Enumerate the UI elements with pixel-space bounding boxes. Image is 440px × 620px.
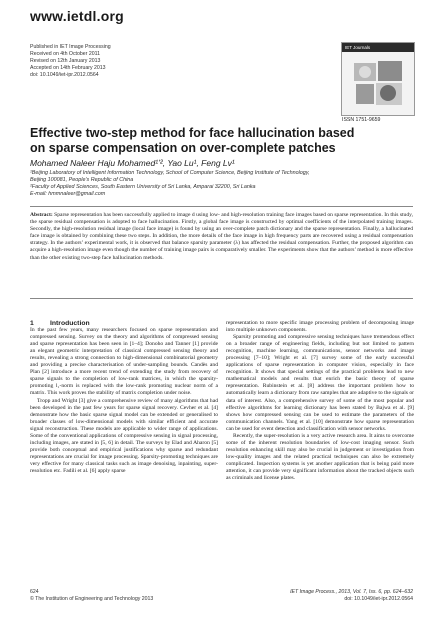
section-heading bbox=[30, 320, 218, 327]
divider bbox=[30, 298, 413, 299]
abstract bbox=[30, 212, 413, 262]
divider bbox=[30, 206, 413, 207]
title-line: Effective two-step method for face hallucination based bbox=[30, 126, 355, 140]
abstract-label: Abstract: bbox=[30, 212, 53, 218]
left-column bbox=[30, 320, 218, 475]
section-number: 1 bbox=[30, 320, 34, 327]
pub-info-line: Received on 4th October 2011 bbox=[30, 51, 100, 57]
publication-info bbox=[30, 44, 111, 79]
issn: ISSN 1751-9659 bbox=[342, 117, 381, 123]
pub-info-line: Accepted on 14th February 2013 bbox=[30, 65, 106, 71]
authors: Mohamed Naleer Haju Mohamed¹ʼ², Yao Lu¹, Feng Lv¹ bbox=[30, 158, 235, 168]
section-title: Introduction bbox=[50, 320, 90, 327]
paragraph: Tropp and Wright [3] give a comprehensive review of many algorithms that had been developed in the past few years for sparse signal recovery. Cevher et al. [4] demonstrate how the basic sparse signal model can be extended or generalised to broader classes of low-dimensional models with similar efficient and accurate signal reconstruction. These models are applicable to wider range of applications. Some of the conventional applications of compressive sensing in signal processing, including images, are stated in [5, 6] in detail. The surveys by Elad and Aharon [5] provide both conceptual and empirical justifications why sparse and redundant representations are crucial for image processing. Sparsity-promoting techniques are very effective for many classical tasks such as image denoising, inpainting, super-resolution etc. Fadili et al. [6] apply sparse bbox=[30, 397, 218, 474]
right-column bbox=[226, 320, 414, 482]
footer-right bbox=[290, 589, 413, 603]
pub-info-line: Published in IET Image Processing bbox=[30, 44, 111, 50]
page-number: 624 bbox=[30, 589, 39, 595]
footer-doi: doi: 10.1049/iet-ipr.2012.0564 bbox=[344, 595, 413, 602]
footer-left bbox=[30, 589, 153, 603]
affiliation-line: ¹Beijing Laboratory of Intelligent Information Technology, School of Computer Science, Beijing Institute of Technology, bbox=[30, 170, 310, 176]
paragraph: Recently, the super-resolution is a very active research area. It aims to overcome some of the inherent resolution boundaries of low-cost imaging sensor. Such resolution enhancing skill may also be crucial in judgement or investigation from low-quality images and the related practical techniques can also be extremely complicated. Inspection systems is yet another application that is being paid more attention, it can provide very significant information about the tracked objects such as criminals and license plates. bbox=[226, 432, 414, 482]
title-line: on sparse compensation on over-complete patches bbox=[30, 140, 336, 155]
paper-title bbox=[30, 126, 420, 155]
cover-label: IET Journals bbox=[342, 43, 414, 52]
affiliations bbox=[30, 170, 420, 198]
paragraph: Sparsity promoting and compressive sensing techniques have tremendous effect on a broader range of engineering fields, including but not limited to pattern recognition, machine learning, communications, sensor networks and image processing [7–10]; Wright et al. [7] survey some of the early successful applications of sparse representation in computer vision, especially in face recognition. It shows that special settings of the practical problems lead to new mathematical models and results that enrich the basic theory of sparse representation. Rubinstein et al. [8] address the important problem how to automatically learn a dictionary from raw samples that are adaptive to the signals or data of interest. Also, a comprehensive survey of some of the most popular and effective algorithms for learning dictionary has been stated by Bajwa et al. [9] shows how compressed sensing can be used to estimate the parameters of the communication channels. Yang et al. [10] demonstrate how sparse representation can be used for event detection and classification with sensor networks. bbox=[226, 334, 414, 432]
journal-cover-image bbox=[341, 42, 415, 116]
site-url: www.ietdl.org bbox=[30, 8, 124, 24]
abstract-text: Sparse representation has been successfully applied to image d using low- and high-resolution training face images based on sparse representation. In this study, the sparse residual compensation is adopted to face hallucination. Firstly, a global face image is constructed by optimal coefficients of the interpolated training images. Secondly, the high-resolution residual image (local face image) is found by using an over-complete patch dictionary and the sparse representation. Finally, a hallucinated face image is obtained by combining these two steps. In addition, the more details of the face image in high frequency parts are recovered using a residual compensation strategy. In the authors’ experimental work, it is observed that balance sparsity parameter (λ) has affected the residual compensation. Further, the proposed algorithm can acquire a high-resolution image even though the number of training image pairs is comparatively smaller. The experiments show that the authors’ method is more effective than the other existing two-step face hallucination methods. bbox=[30, 212, 413, 261]
pub-info-line: doi: 10.1049/iet-ipr.2012.0564 bbox=[30, 72, 99, 78]
paragraph: In the past few years, many researchers focused on sparse representation and compressed sensing. Survey on the theory and algorithms of compressed sensing and sparse representation has been seen in [1–4]; Donoho and Tanner [1] provide an elegant geometric interpretation of classical compressed sensing theory and results, revealing a strong connection to high-dimensional combinatorial geometry and providing a precise characterisation of under-sampling bounds. Candès and Plan [2] introduce a more recent trend of extending the study from recovery of sparse signals to the completion of low-rank matrices, in which the sparsity-promoting l₁-norm is replaced with the low-rank promoting nuclear norm of a matrix. This work proves the stability of matrix completion under noise. bbox=[30, 327, 218, 397]
paragraph: representation to more specific image processing problem of decomposing image into multiple unknown components. bbox=[226, 320, 414, 334]
affiliation-line: Beijing 100081, People’s Republic of China bbox=[30, 177, 134, 183]
copyright: © The Institution of Engineering and Technology 2013 bbox=[30, 595, 154, 602]
email: E-mail: hmmnaleer@gmail.com bbox=[30, 191, 106, 197]
affiliation-line: ²Faculty of Applied Sciences, South Eastern University of Sri Lanka, Amparai 32200, Sri Lanka bbox=[30, 184, 256, 190]
cover-artwork bbox=[350, 57, 406, 109]
pub-info-line: Revised on 12th January 2013 bbox=[30, 58, 101, 64]
journal-citation: IET Image Process., 2013, Vol. 7, Iss. 6, pp. 624–632 bbox=[290, 589, 413, 595]
